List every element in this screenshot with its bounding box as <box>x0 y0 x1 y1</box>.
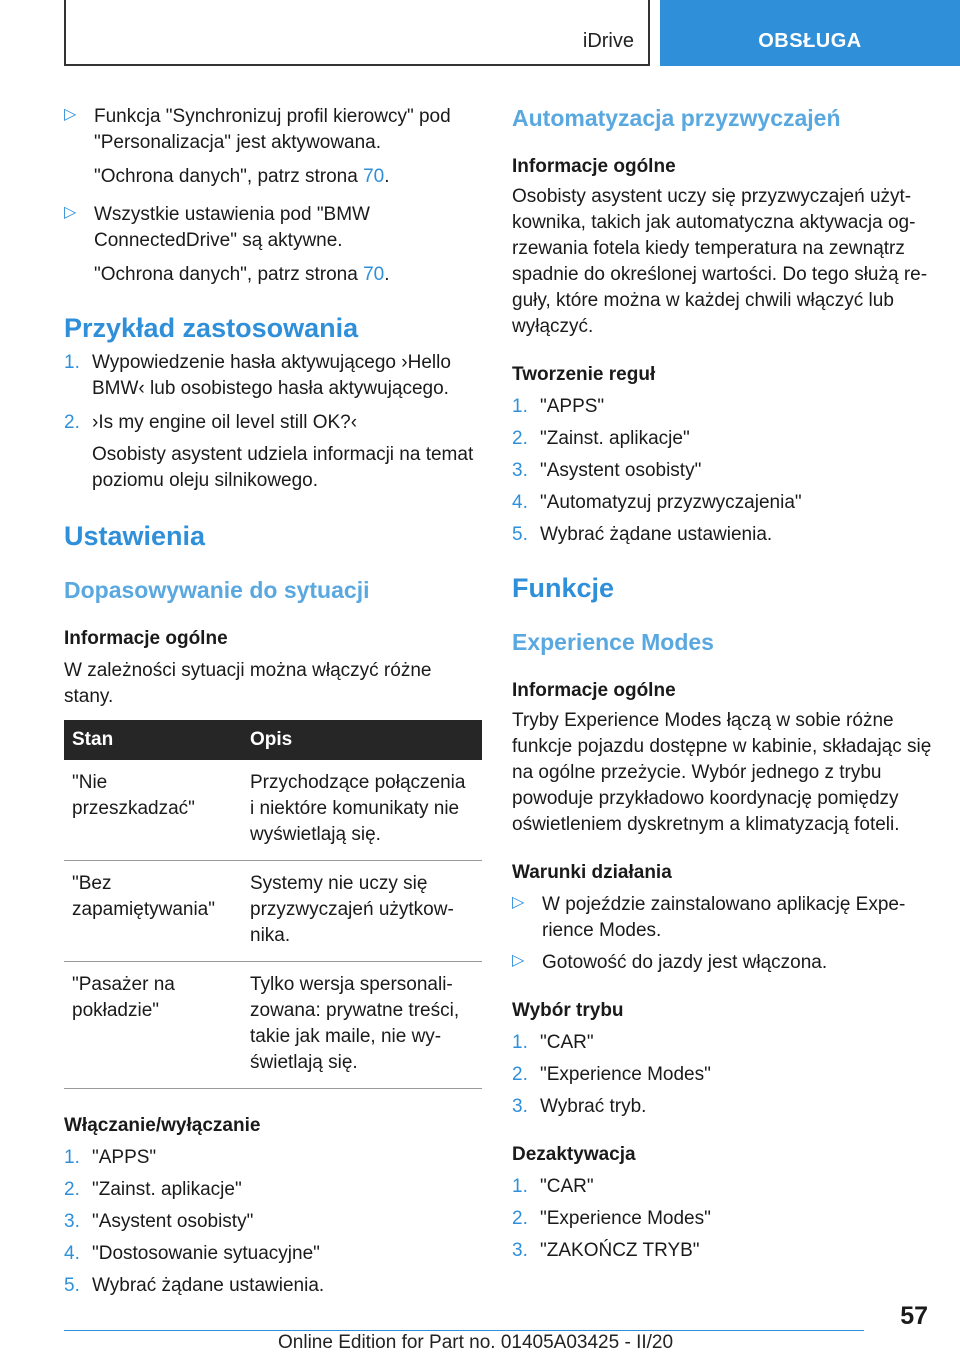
triangle-right-outline-icon: ▷ <box>512 894 525 911</box>
cross-reference <box>64 164 482 190</box>
step-text: "CAR" <box>540 1176 594 1197</box>
paragraph-heading: Informacje ogólne <box>64 628 228 649</box>
step-number: 5. <box>64 1275 80 1296</box>
subsection-heading: Dopasowywanie do sytuacji <box>64 577 370 603</box>
table-row <box>64 962 482 1089</box>
triangle-right-outline-icon: ▷ <box>64 204 77 221</box>
step-text: Wybrać żądane ustawienia. <box>540 524 773 545</box>
step-number: 2. <box>512 1208 528 1229</box>
step-text: "APPS" <box>92 1147 157 1168</box>
step-number: 2. <box>512 1064 528 1085</box>
paragraph-heading: Tworzenie reguł <box>512 364 656 385</box>
column-header: Stan <box>64 720 242 760</box>
step-number: 1. <box>64 1147 80 1168</box>
section-heading: Przykład zastosowania <box>64 313 359 343</box>
list-item <box>512 950 932 976</box>
bullet-text: Gotowość do jazdy jest włączona. <box>542 952 828 973</box>
step-text: "Asystent osobisty" <box>540 460 702 481</box>
step-text: "Dostosowanie sytuacyjne" <box>92 1243 320 1264</box>
right-column <box>512 100 932 1264</box>
step-number: 1. <box>512 1176 528 1197</box>
paragraph-heading: Informacje ogólne <box>512 156 676 177</box>
step-number: 3. <box>64 1211 80 1232</box>
footer-divider <box>64 1330 864 1331</box>
bullet-text: Wszystkie ustawienia pod "BMW ConnectedDrive" są aktywne. <box>94 204 370 251</box>
list-item <box>512 1206 932 1232</box>
paragraph: Osobisty asystent uczy się przyzwyczajeń użyt-kownika, takich jak automatyczna aktywacja og-rzewania fotela kiedy temperatura na zewnątrz spadnie do określonej wartości. Do tego służą re-guły, które można w każdej chwili włączyć lub wyłączyć. <box>512 186 928 337</box>
step-text: "Experience Modes" <box>540 1208 711 1229</box>
step-number: 1. <box>64 352 80 373</box>
cross-reference <box>64 262 482 288</box>
reference-suffix: . <box>384 264 390 285</box>
paragraph: W zależności sytuacji można włączyć różne stany. <box>64 660 432 707</box>
list-item <box>64 202 482 254</box>
step-number: 1. <box>512 1032 528 1053</box>
list-item <box>64 104 482 156</box>
step-number: 2. <box>64 412 80 433</box>
step-number: 2. <box>64 1179 80 1200</box>
list-item <box>64 350 482 402</box>
list-item <box>64 1145 482 1171</box>
step-number: 3. <box>512 1240 528 1261</box>
page-link[interactable]: 70 <box>363 264 385 285</box>
table-header-row <box>64 720 482 760</box>
column-header: Opis <box>242 720 482 760</box>
list-item <box>512 1062 932 1088</box>
table-cell: Tylko wersja spersonali-zowana: prywatne treści, takie jak maile, nie wy-świetlają się. <box>242 962 482 1089</box>
reference-suffix: . <box>384 166 390 187</box>
section-heading: Ustawienia <box>64 521 206 551</box>
list-item <box>64 1241 482 1267</box>
list-item <box>512 1174 932 1200</box>
list-item <box>512 490 932 516</box>
list-item <box>64 1177 482 1203</box>
bullet-text: W pojeździe zainstalowano aplikację Expe-rience Modes. <box>542 894 906 941</box>
section-heading: Funkcje <box>512 573 615 603</box>
states-table <box>64 720 482 1089</box>
list-item <box>512 394 932 420</box>
step-note: Osobisty asystent udziela informacji na temat poziomu oleju silnikowego. <box>92 444 474 491</box>
chapter-tab[interactable]: OBSŁUGA <box>660 0 960 66</box>
edition-footer: Online Edition for Part no. 01405A03425 - II/20 <box>278 1332 674 1353</box>
step-text: "Zainst. aplikacje" <box>540 428 690 449</box>
step-text: "Asystent osobisty" <box>92 1211 254 1232</box>
header-frame <box>64 0 650 66</box>
step-text: Wybrać żądane ustawienia. <box>92 1275 325 1296</box>
reference-text: "Ochrona danych", patrz strona <box>94 264 364 285</box>
list-item <box>64 410 482 436</box>
step-text: "Experience Modes" <box>540 1064 711 1085</box>
triangle-right-outline-icon: ▷ <box>64 106 77 123</box>
step-text: "ZAKOŃCZ TRYB" <box>540 1240 700 1261</box>
list-item <box>64 1209 482 1235</box>
list-item <box>512 892 932 944</box>
step-text: ›Is my engine oil level still OK?‹ <box>92 412 358 433</box>
table-cell: "Bez zapamiętywania" <box>64 861 242 962</box>
step-number: 5. <box>512 524 528 545</box>
list-item <box>512 1030 932 1056</box>
table-row <box>64 861 482 962</box>
step-text: "Automatyzuj przyzwyczajenia" <box>540 492 802 513</box>
table-cell: "Nie przeszkadzać" <box>64 760 242 861</box>
list-item <box>512 522 932 548</box>
table-cell: "Pasażer na pokładzie" <box>64 962 242 1089</box>
list-item <box>512 1094 932 1120</box>
triangle-right-outline-icon: ▷ <box>512 952 525 969</box>
subsection-heading: Experience Modes <box>512 629 714 655</box>
paragraph-heading: Informacje ogólne <box>512 680 676 701</box>
step-number: 4. <box>64 1243 80 1264</box>
paragraph-heading: Dezaktywacja <box>512 1144 636 1165</box>
table-cell: Systemy nie uczy się przyzwyczajeń użytkow-nika. <box>242 861 482 962</box>
section-name: iDrive <box>582 30 634 52</box>
list-item <box>512 426 932 452</box>
paragraph: Tryby Experience Modes łączą w sobie różne funkcje pojazdu dostępne w kabinie, składając się na ogólne przeżycie. Wybór jednego z trybu powoduje przykładowo koordynację pomiędzy oświetleniem dyskretnym a klimatyzacją foteli. <box>512 710 932 835</box>
step-text: Wypowiedzenie hasła aktywującego ›Hello BMW‹ lub osobistego hasła aktywującego. <box>92 352 451 399</box>
paragraph-heading: Wybór trybu <box>512 1000 624 1021</box>
subsection-heading: Automatyzacja przyzwyczajeń <box>512 105 841 131</box>
table-cell: Przychodzące połączenia i niektóre komunikaty nie wyświetlają się. <box>242 760 482 861</box>
step-text: Wybrać tryb. <box>540 1096 647 1117</box>
page-link[interactable]: 70 <box>363 166 385 187</box>
list-item <box>512 1238 932 1264</box>
step-text: "CAR" <box>540 1032 594 1053</box>
step-number: 4. <box>512 492 528 513</box>
paragraph-heading: Warunki działania <box>512 862 672 883</box>
left-column <box>64 100 482 1299</box>
paragraph-heading: Włączanie/wyłączanie <box>64 1115 261 1136</box>
step-number: 3. <box>512 1096 528 1117</box>
step-text: "APPS" <box>540 396 605 417</box>
step-number: 3. <box>512 460 528 481</box>
step-number: 2. <box>512 428 528 449</box>
bullet-text: Funkcja "Synchronizuj profil kierowcy" pod "Personalizacja" jest aktywowana. <box>94 106 451 153</box>
step-text: "Zainst. aplikacje" <box>92 1179 242 1200</box>
list-item <box>64 1273 482 1299</box>
reference-text: "Ochrona danych", patrz strona <box>94 166 364 187</box>
step-number: 1. <box>512 396 528 417</box>
list-item <box>512 458 932 484</box>
page-number: 57 <box>900 1302 928 1330</box>
table-row <box>64 760 482 861</box>
